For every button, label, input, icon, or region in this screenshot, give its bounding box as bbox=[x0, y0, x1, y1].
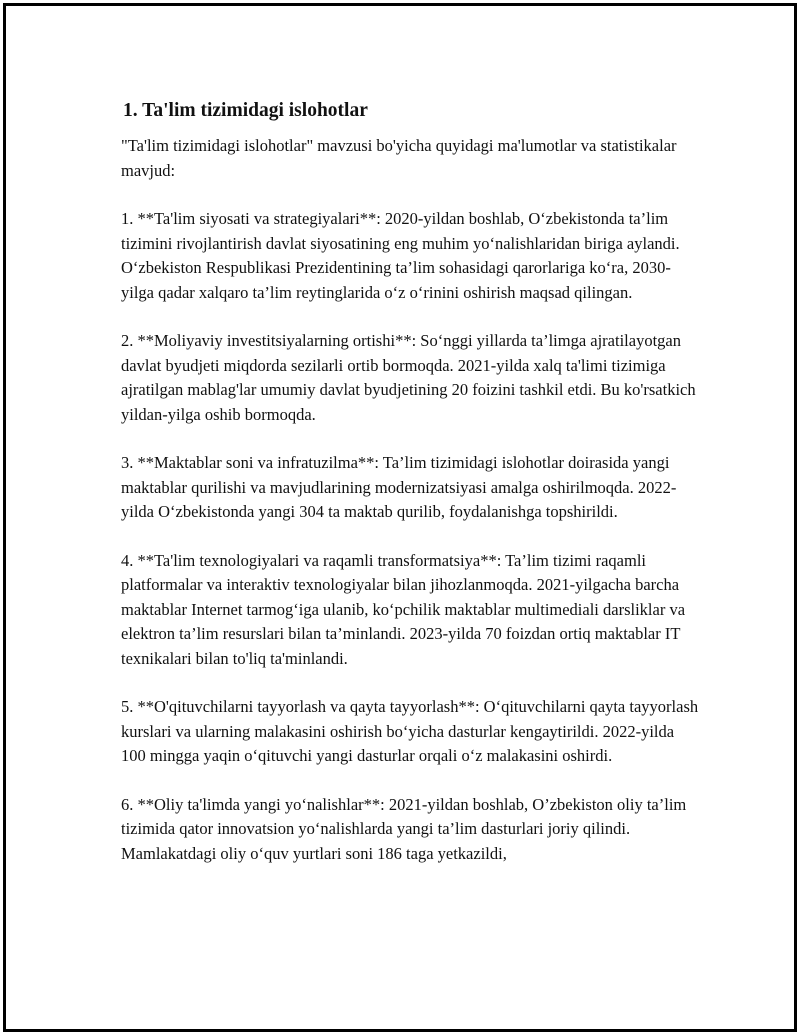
list-item: 1. **Ta'lim siyosati va strategiyalari**: 2020-yildan boshlab, O‘zbekistonda ta’lim tizimini rivojlantirish davlat siyosatining eng muhim yo‘nalishlaridan biriga aylandi. O‘zbekiston Respublikasi Prezidentining ta’lim sohasidagi qarorlariga ko‘ra, 2030-yilga qadar xalqaro ta’lim reytinglarida o‘z o‘rinini oshirish maqsad qilingan. bbox=[121, 209, 680, 302]
intro-paragraph: "Ta'lim tizimidagi islohotlar" mavzusi bo'yicha quyidagi ma'lumotlar va statistikalar mavjud: bbox=[121, 136, 677, 180]
page-frame bbox=[3, 3, 797, 1032]
list-item: 5. **O'qituvchilarni tayyorlash va qayta tayyorlash**: O‘qituvchilarni qayta tayyorlash kurslari va ularning malakasini oshirish bo‘yicha dasturlar kengaytirildi. 2022-yilda 100 mingga yaqin o‘qituvchi yangi dasturlar orqali o‘z malakasini oshirdi. bbox=[121, 697, 699, 765]
list-item: 4. **Ta'lim texnologiyalari va raqamli transformatsiya**: Ta’lim tizimi raqamli platformalar va interaktiv texnologiyalar bilan jihozlanmoqda. 2021-yilgacha barcha maktablar Internet tarmog‘iga ulanib, ko‘pchilik maktablar multimediali darsliklar va elektron ta’lim resurslari bilan ta’minlandi. 2023-yilda 70 foizdan ortiq maktablar IT texnikalari bilan to'liq ta'minlandi. bbox=[121, 550, 686, 668]
list-item: 3. **Maktablar soni va infratuzilma**: Ta’lim tizimidagi islohotlar doirasida yangi maktablar qurilishi va mavjudlarining modernizatsiyasi amalga oshirilmoqda. 2022-yilda O‘zbekistonda yangi 304 ta maktab qurilib, foydalanishga topshirildi. bbox=[121, 453, 677, 521]
list-item: 2. **Moliyaviy investitsiyalarning ortishi**: So‘nggi yillarda ta’limga ajratilayotgan davlat byudjeti miqdorda sezilarli ortib bormoqda. 2021-yilda xalq ta'limi tizimiga ajratilgan mablag'lar umumiy davlat byudjetining 20 foizini tashkil etdi. Bu ko'rsatkich yildan-yilga oshib bormoqda. bbox=[121, 331, 696, 424]
document-title: 1. Ta'lim tizimidagi islohotlar bbox=[123, 100, 368, 121]
document-body bbox=[121, 98, 701, 890]
list-item: 6. **Oliy ta'limda yangi yo‘nalishlar**: 2021-yildan boshlab, O’zbekiston oliy ta’lim tizimida qator innovatsion yo‘nalishlarda yangi ta’lim dasturlari joriy qilindi. Mamlakatdagi oliy o‘quv yurtlari soni 186 taga yetkazildi, bbox=[121, 794, 687, 863]
